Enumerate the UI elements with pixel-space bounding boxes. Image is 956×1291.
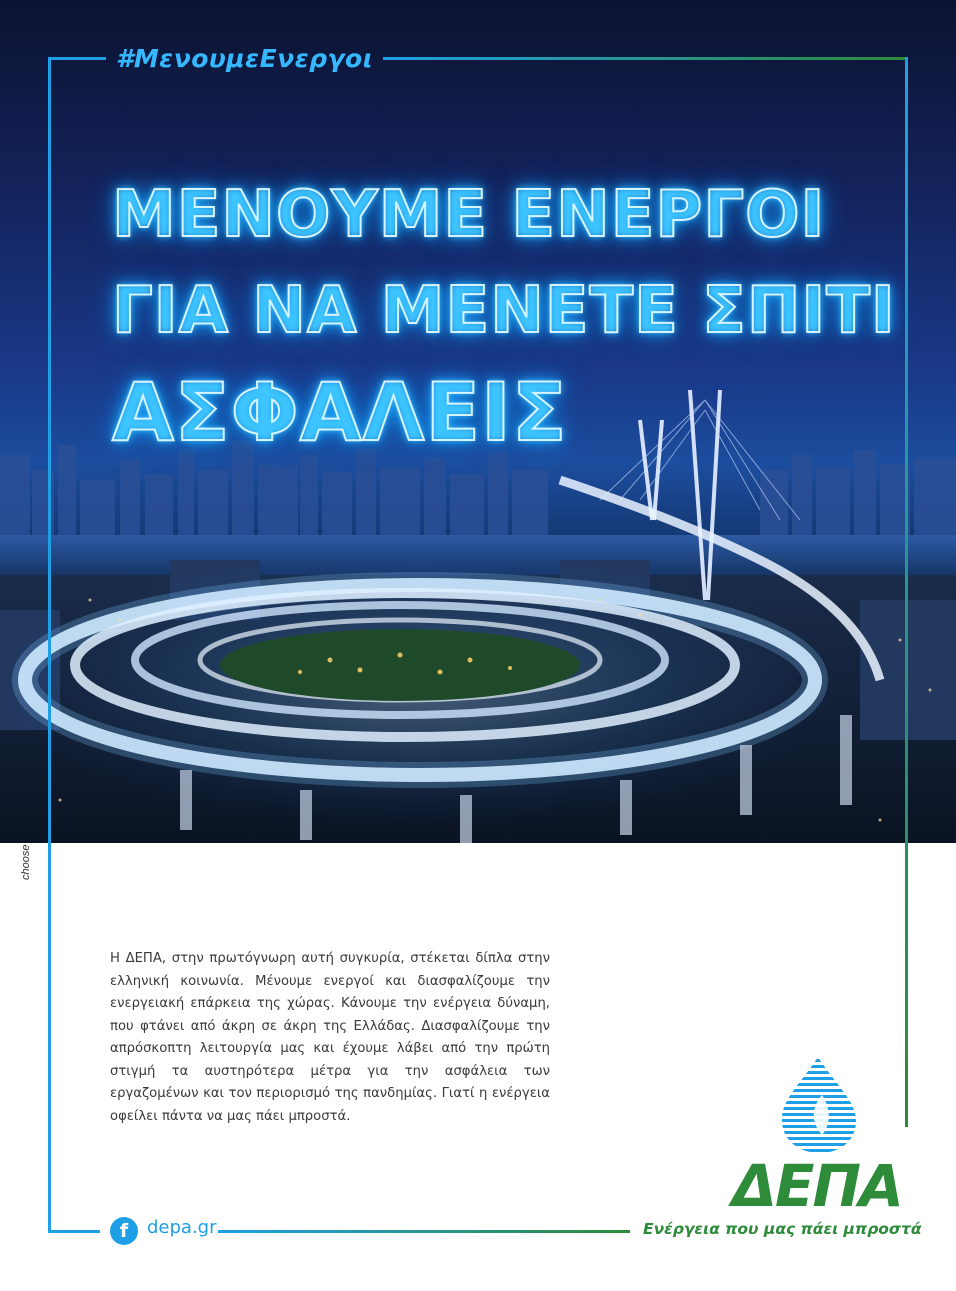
headline-line-2: ΓΙΑ ΝΑ ΜΕΝΕΤΕ ΣΠΙΤΙ — [112, 274, 896, 348]
agency-credit: choose — [20, 844, 32, 880]
frame-top-left — [48, 57, 106, 60]
headline-line-3: ΑΣΦΑΛΕΙΣ — [112, 366, 568, 459]
brand-tagline: Ενέργεια που μας πάει μπροστά — [643, 1220, 922, 1238]
frame-left — [48, 57, 51, 1232]
frame-bottom-left — [48, 1230, 100, 1233]
depa-logo-wordmark: ΔΕΠΑ — [732, 1152, 902, 1220]
frame-bottom-right — [218, 1230, 630, 1233]
headline-line-1: ΜΕΝΟΥΜΕ ΕΝΕΡΓΟΙ — [112, 178, 826, 252]
frame-top-right — [383, 57, 908, 60]
depa-flame-logo-icon — [730, 1055, 910, 1155]
facebook-icon[interactable]: f — [110, 1217, 138, 1245]
frame-right — [905, 57, 908, 1127]
hashtag: #ΜενουμεΕνεργοι — [116, 44, 373, 73]
website-link[interactable]: depa.gr — [147, 1217, 217, 1238]
body-paragraph: Η ΔΕΠΑ, στην πρωτόγνωρη αυτή συγκυρία, στέκεται δίπλα στην ελληνική κοινωνία. Μένουμε ενεργοί και διασφαλίζουμε την ενεργειακή επάρκεια της χώρας. Κάνουμε την ενέργεια δύναμη, που φτάνει από άκρη σε άκρη της Ελλάδας. Διασφαλίζουμε την απρόσκοπτη λειτουργία μας και έχουμε λάβει από την πρώτη στιγμή τα αυστηρότερα μέτρα για την ασφάλεια των εργαζομένων και τον περιορισμό της πανδημίας. Γιατί η ενέργεια οφείλει πάντα να μας πάει μπροστά. — [110, 951, 550, 1124]
